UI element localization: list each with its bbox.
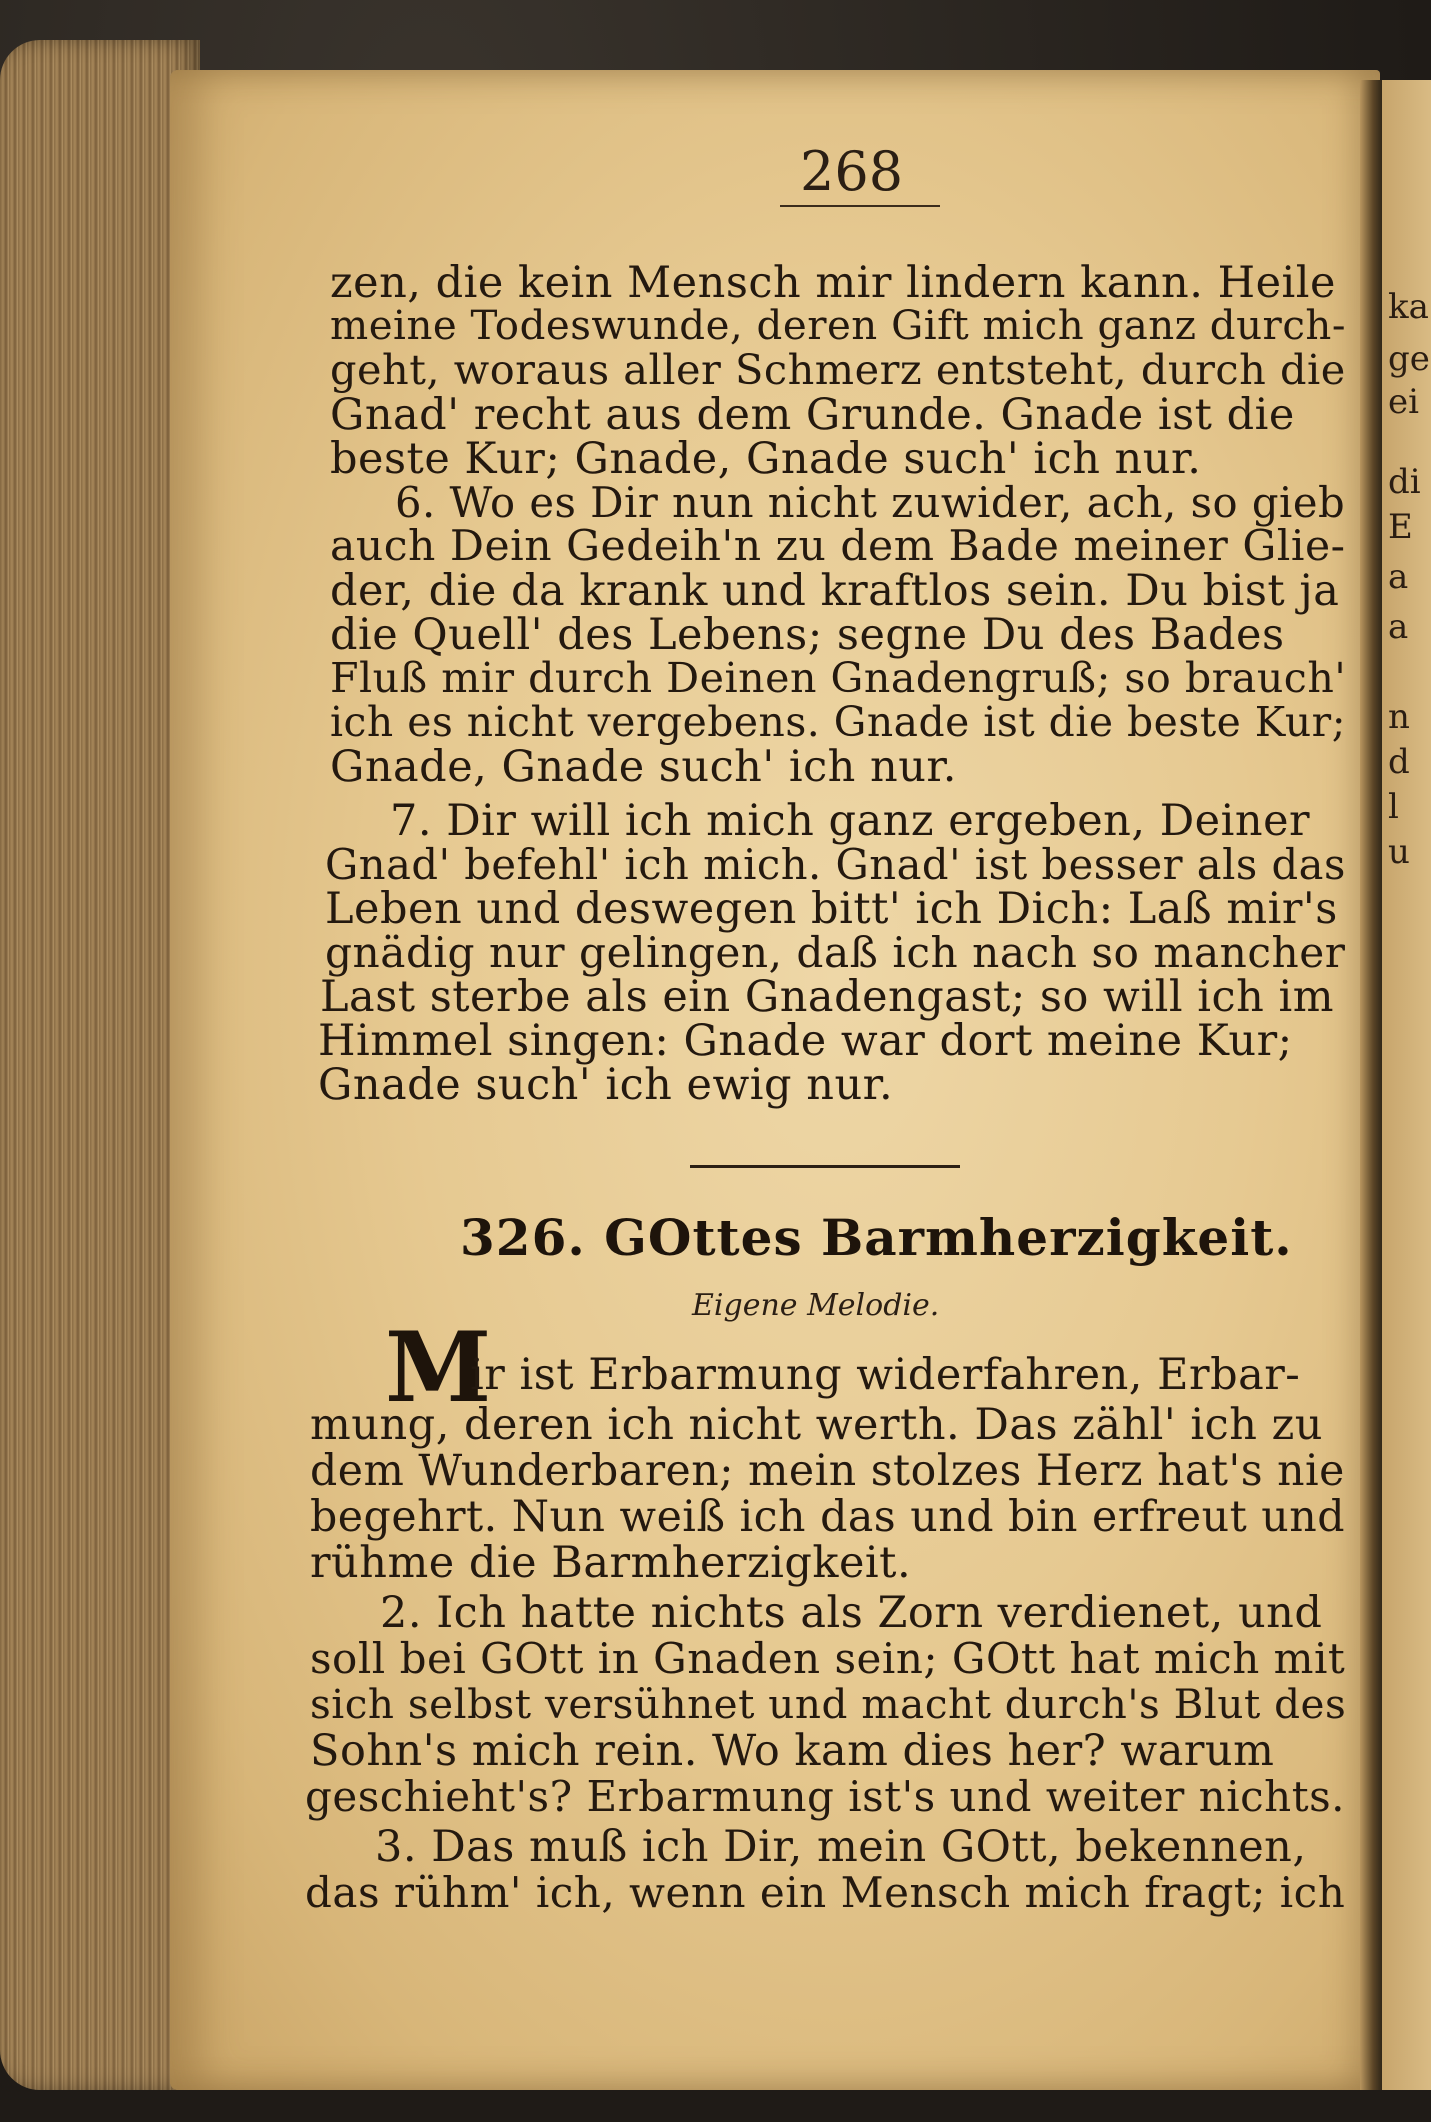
text-line: zen, die kein Mensch mir lindern kann. Heile bbox=[330, 258, 1336, 308]
text-line: 2. Ich hatte nichts als Zorn verdienet, und bbox=[380, 1588, 1323, 1638]
text-line: soll bei GOtt in Gnaden sein; GOtt hat mich mit bbox=[310, 1634, 1346, 1683]
page-number: 268 bbox=[800, 140, 904, 203]
text-line: ich es nicht vergebens. Gnade ist die beste Kur; bbox=[330, 698, 1346, 746]
book-gutter bbox=[1360, 80, 1382, 2090]
text-line: sich selbst versühnet und macht durch's Blut des bbox=[310, 1680, 1347, 1728]
text-line: rühme die Barmherzigkeit. bbox=[310, 1538, 912, 1588]
text-line: Gnad' recht aus dem Grunde. Gnade ist die bbox=[330, 390, 1295, 440]
facing-fragment: ei bbox=[1388, 382, 1419, 422]
text-line: Himmel singen: Gnade war dort meine Kur; bbox=[318, 1016, 1293, 1066]
text-line: dem Wunderbaren; mein stolzes Herz hat's nie bbox=[310, 1446, 1345, 1496]
text-line: 6. Wo es Dir nun nicht zuwider, ach, so gieb bbox=[395, 478, 1346, 527]
text-line: der, die da krank und kraftlos sein. Du bist ja bbox=[330, 566, 1340, 616]
facing-page-edge bbox=[1382, 80, 1431, 2090]
facing-fragment: di bbox=[1388, 462, 1421, 502]
facing-fragment: ge bbox=[1388, 339, 1430, 379]
page-number-rule bbox=[780, 205, 940, 207]
text-line: Gnade such' ich ewig nur. bbox=[318, 1060, 894, 1110]
text-line: Leben und deswegen bitt' ich Dich: Laß mir's bbox=[325, 884, 1338, 934]
section-divider bbox=[690, 1165, 960, 1168]
text-line: auch Dein Gedeih'n zu dem Bade meiner Glie- bbox=[330, 522, 1346, 571]
text-line: ir ist Erbarmung widerfahren, Erbar- bbox=[470, 1350, 1301, 1400]
facing-fragment: E bbox=[1388, 507, 1413, 547]
text-line: die Quell' des Lebens; segne Du des Bades bbox=[330, 610, 1285, 660]
text-line: Gnade, Gnade such' ich nur. bbox=[330, 742, 957, 792]
text-line: gnädig nur gelingen, daß ich nach so mancher bbox=[325, 928, 1346, 977]
facing-fragment: n bbox=[1388, 697, 1410, 737]
facing-fragment: ka bbox=[1388, 287, 1429, 327]
facing-fragment: l bbox=[1388, 787, 1399, 827]
text-line: das rühm' ich, wenn ein Mensch mich fragt; ich bbox=[305, 1868, 1346, 1917]
facing-fragment: u bbox=[1388, 832, 1410, 872]
text-line: beste Kur; Gnade, Gnade such' ich nur. bbox=[330, 434, 1202, 484]
text-line: meine Todeswunde, deren Gift mich ganz durch- bbox=[330, 302, 1346, 349]
text-line: Sohn's mich rein. Wo kam dies her? warum bbox=[310, 1726, 1275, 1776]
text-line: 3. Das muß ich Dir, mein GOtt, bekennen, bbox=[375, 1822, 1307, 1872]
text-line: 7. Dir will ich mich ganz ergeben, Deiner bbox=[390, 796, 1311, 846]
text-line: Fluß mir durch Deinen Gnadengruß; so brauch' bbox=[330, 654, 1347, 702]
drop-cap: M bbox=[385, 1311, 492, 1424]
text-line: geht, woraus aller Schmerz entsteht, durch die bbox=[330, 346, 1346, 394]
facing-fragment: a bbox=[1388, 557, 1409, 597]
text-line: Gnad' befehl' ich mich. Gnad' ist besser als das bbox=[325, 840, 1346, 889]
text-line: Last sterbe als ein Gnadengast; so will ich im bbox=[320, 972, 1334, 1022]
text-line: begehrt. Nun weiß ich das und bin erfreut und bbox=[310, 1492, 1346, 1542]
text-line: mung, deren ich nicht werth. Das zähl' ich zu bbox=[310, 1400, 1323, 1450]
text-line: geschieht's? Erbarmung ist's und weiter nichts. bbox=[305, 1772, 1345, 1821]
facing-fragment: a bbox=[1388, 607, 1409, 647]
hymn-title: 326. GOttes Barmherzigkeit. bbox=[460, 1208, 1293, 1267]
facing-fragment: d bbox=[1388, 742, 1410, 782]
hymn-melody: Eigene Melodie. bbox=[692, 1288, 940, 1323]
